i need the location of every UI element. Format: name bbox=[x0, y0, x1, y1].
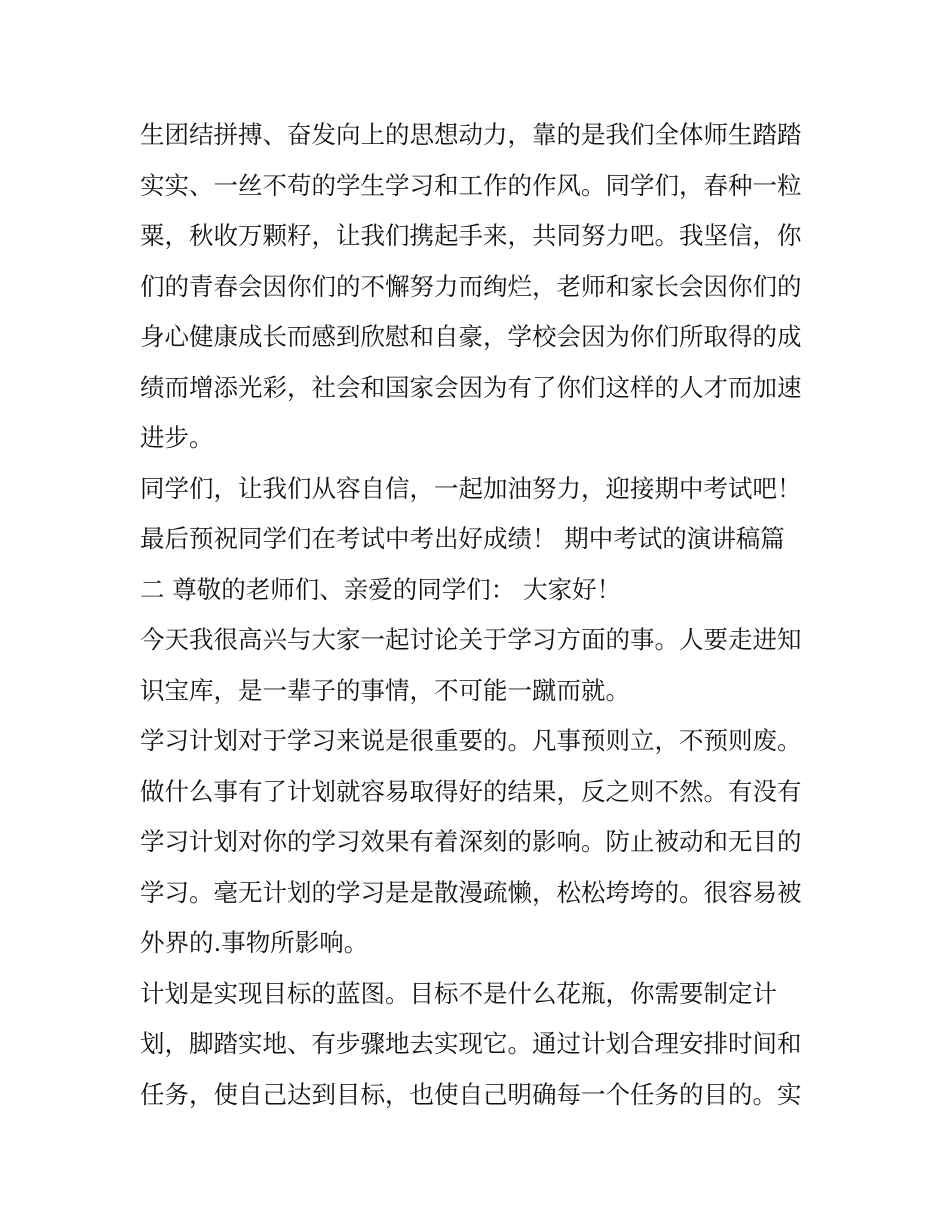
text-line: 生团结拼搏、奋发向上的思想动力，靠的是我们全体师生踏踏 bbox=[140, 120, 802, 149]
text-line: 任务，使自己达到目标，也使自己明确每一个任务的目的。实 bbox=[140, 1079, 802, 1109]
text-line: 外界的.事物所影响。 bbox=[140, 928, 369, 957]
text-line: 进步。 bbox=[140, 423, 214, 452]
text-line: 划，脚踏实地、有步骤地去实现它。通过计划合理安排时间和 bbox=[140, 1029, 802, 1058]
text-line: 学习。毫无计划的学习是是散漫疏懒，松松垮垮的。很容易被 bbox=[140, 877, 802, 907]
document-body bbox=[140, 110, 820, 1120]
text-line: 身心健康成长而感到欣慰和自豪，学校会因为你们所取得的成 bbox=[140, 322, 802, 351]
text-line: 绩而增添光彩，社会和国家会因为有了你们这样的人才而加速 bbox=[140, 372, 802, 402]
text-line: 们的青春会因你们的不懈努力而绚烂，老师和家长会因你们的 bbox=[140, 271, 802, 301]
text-line: 学习计划对于学习来说是很重要的。凡事预则立，不预则废。 bbox=[140, 726, 802, 755]
text-line: 同学们，让我们从容自信，一起加油努力，迎接期中考试吧！ bbox=[140, 473, 802, 503]
text-line: 二 尊敬的老师们、亲爱的同学们： 大家好！ bbox=[140, 574, 622, 604]
text-line: 今天我很高兴与大家一起讨论关于学习方面的事。人要走进知 bbox=[140, 625, 802, 654]
text-line: 识宝库，是一辈子的事情，不可能一蹴而就。 bbox=[140, 675, 630, 705]
text-line: 做什么事有了计划就容易取得好的结果，反之则不然。有没有 bbox=[140, 776, 802, 806]
text-line: 实实、一丝不苟的学生学习和工作的作风。同学们，春种一粒 bbox=[140, 170, 802, 200]
text-line: 计划是实现目标的蓝图。目标不是什么花瓶，你需要制定计 bbox=[140, 978, 777, 1008]
text-line: 最后预祝同学们在考试中考出好成绩！ 期中考试的演讲稿篇 bbox=[140, 524, 785, 553]
text-line: 粟，秋收万颗籽，让我们携起手来，共同努力吧。我坚信，你 bbox=[140, 221, 802, 250]
text-line: 学习计划对你的学习效果有着深刻的影响。防止被动和无目的 bbox=[140, 827, 802, 856]
